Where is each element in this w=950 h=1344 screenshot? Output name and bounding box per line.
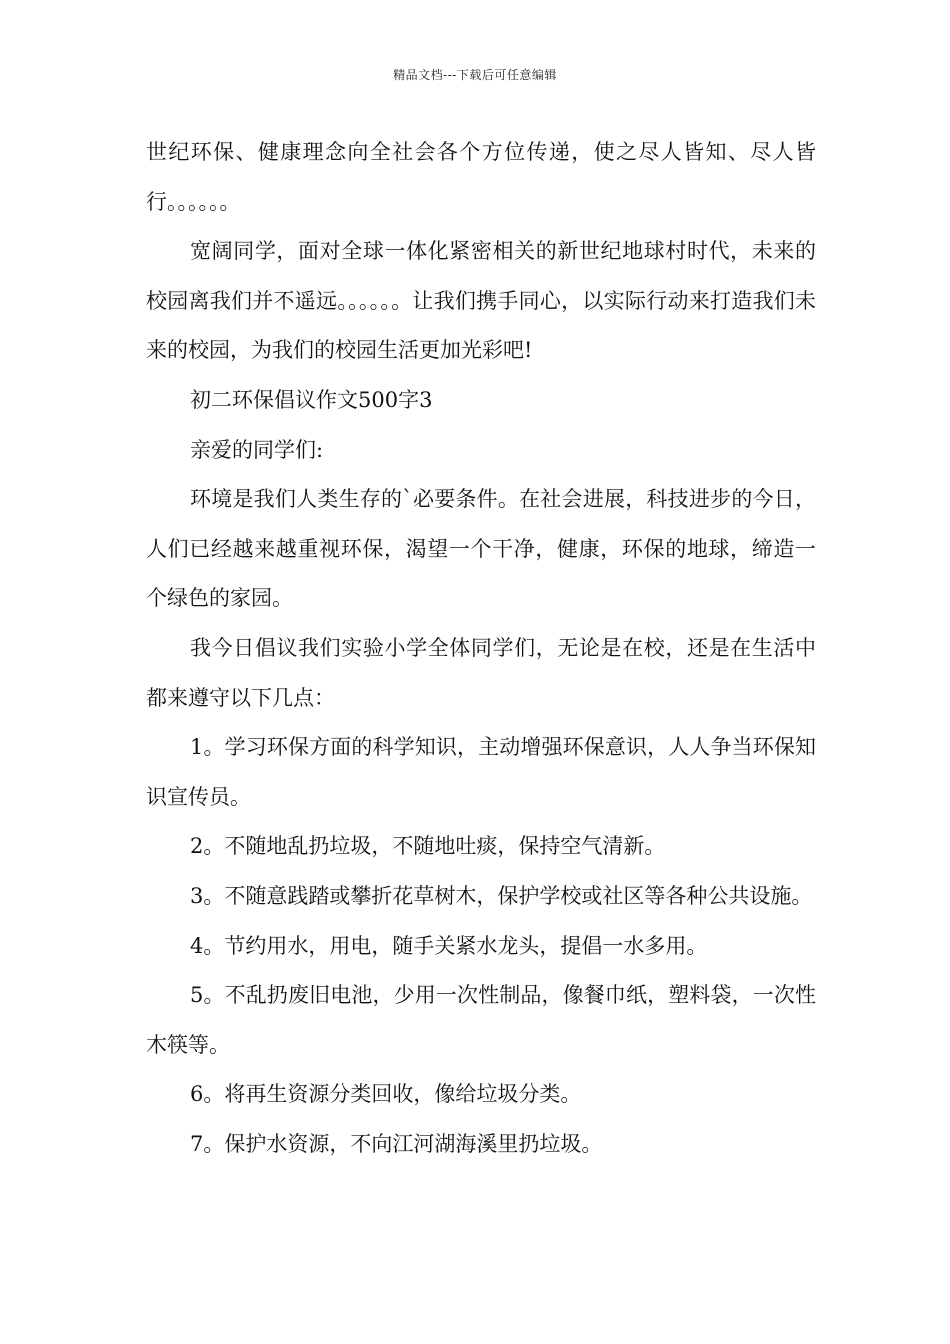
- document-body: [146, 128, 816, 1169]
- list-item-7: 7。保护水资源，不向江河湖海溪里扔垃圾。: [190, 1131, 603, 1156]
- page-header: 精品文档---下载后可任意编辑: [393, 68, 557, 82]
- list-item-3: 3。不随意践踏或攀折花草树木，保护学校或社区等各种公共设施。: [190, 883, 813, 908]
- list-item-5: 5。不乱扔废旧电池，少用一次性制品，像餐巾纸，塑料袋，一次性木筷等。: [146, 983, 816, 1057]
- paragraph-proposal: 我今日倡议我们实验小学全体同学们，无论是在校，还是在生活中都来遵守以下几点：: [146, 635, 816, 710]
- list-item-6: 6。将再生资源分类回收，像给垃圾分类。: [190, 1082, 582, 1107]
- paragraph-intro: 环境是我们人类生存的`必要条件。在社会进展，科技进步的今日，人们已经越来越重视环保，渴望一个干净，健康，环保的地球，缔造一个绿色的家园。: [146, 487, 816, 611]
- salutation: 亲爱的同学们:: [190, 437, 324, 462]
- list-item-2: 2。不随地乱扔垃圾，不随地吐痰，保持空气清新。: [190, 834, 666, 859]
- paragraph-1: 世纪环保、健康理念向全社会各个方位传递，使之尽人皆知、尽人皆行。。。。。。: [146, 140, 816, 214]
- paragraph-2: 宽阔同学，面对全球一体化紧密相关的新世纪地球村时代，未来的校园离我们并不遥远。。。。。。让我们携手同心，以实际行动来打造我们未来的校园，为我们的校园生活更加光彩吧!: [146, 239, 816, 363]
- list-item-1: 1。学习环保方面的科学知识，主动增强环保意识，人人争当环保知识宣传员。: [146, 735, 816, 809]
- list-item-4: 4。节约用水，用电，随手关紧水龙头，提倡一水多用。: [190, 933, 708, 958]
- essay-title: 初二环保倡议作文500字3: [190, 387, 433, 412]
